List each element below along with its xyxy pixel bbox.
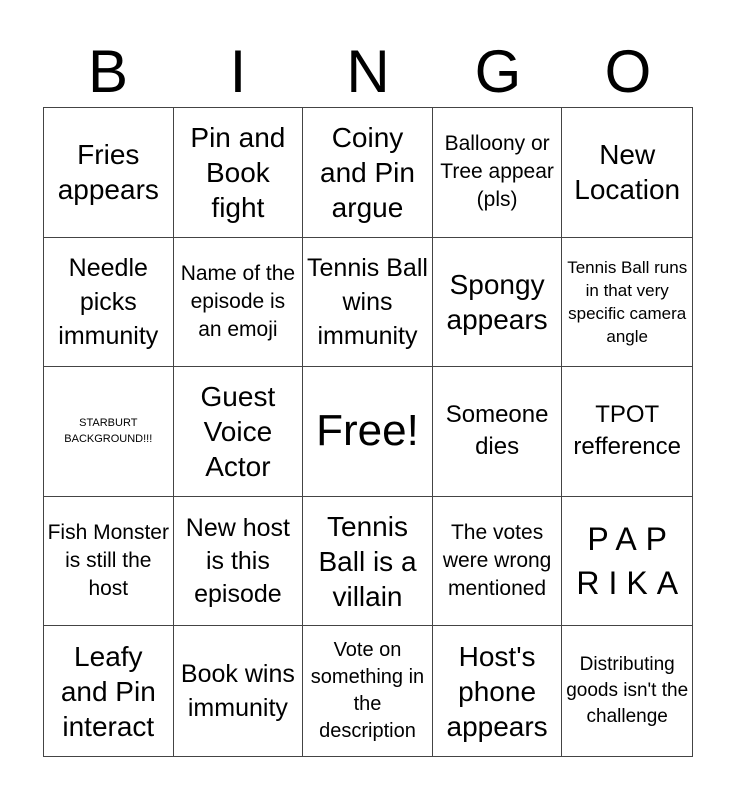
cell-label: Guest Voice Actor xyxy=(200,380,276,482)
bingo-cell[interactable] xyxy=(174,238,304,368)
cell-label: Name of the episode is an emoji xyxy=(180,261,296,341)
bingo-cell[interactable] xyxy=(44,626,174,756)
bingo-cell[interactable] xyxy=(174,108,304,238)
header-letter-n: N xyxy=(346,38,390,105)
bingo-cell-free[interactable] xyxy=(303,367,433,497)
cell-label: PAP RIKA xyxy=(576,521,688,602)
cell-label: Pin and Book fight xyxy=(190,121,286,223)
bingo-cell[interactable] xyxy=(562,626,692,756)
bingo-cell[interactable] xyxy=(303,626,433,756)
bingo-cell[interactable] xyxy=(433,367,563,497)
cell-label: New host is this episode xyxy=(185,513,290,608)
free-space-label: Free! xyxy=(316,406,419,456)
cell-label: Balloony or Tree appear (pls) xyxy=(440,132,554,212)
header-letter-b: B xyxy=(87,38,129,105)
bingo-cell[interactable] xyxy=(44,497,174,627)
bingo-cell[interactable] xyxy=(303,238,433,368)
cell-label: Vote on something in the description xyxy=(310,639,425,743)
bingo-cell[interactable] xyxy=(174,497,304,627)
cell-label: Tennis Ball runs in that very specific camera angle xyxy=(567,257,688,346)
bingo-cell[interactable] xyxy=(562,367,692,497)
bingo-cell[interactable] xyxy=(433,108,563,238)
cell-label: Fish Monster is still the host xyxy=(47,521,169,601)
bingo-cell[interactable] xyxy=(433,626,563,756)
bingo-cell[interactable] xyxy=(433,497,563,627)
bingo-cell[interactable] xyxy=(303,497,433,627)
cell-label: Needle picks immunity xyxy=(58,253,159,350)
bingo-cell[interactable] xyxy=(44,238,174,368)
cell-label: Spongy appears xyxy=(446,268,548,335)
cell-label: Tennis Ball is a villain xyxy=(318,510,417,612)
bingo-cell[interactable] xyxy=(562,238,692,368)
bingo-cell[interactable] xyxy=(174,367,304,497)
header-letter-g: G xyxy=(474,38,522,105)
bingo-cell[interactable] xyxy=(44,108,174,238)
bingo-cell[interactable] xyxy=(44,367,174,497)
cell-label: The votes were wrong mentioned xyxy=(442,521,552,601)
header-letter-o: O xyxy=(604,38,652,105)
cell-label: New Location xyxy=(574,139,681,206)
cell-label: Host's phone appears xyxy=(446,640,548,742)
cell-label: Coiny and Pin argue xyxy=(320,121,415,223)
bingo-cell[interactable] xyxy=(562,497,692,627)
cell-label: Fries appears xyxy=(57,139,159,206)
cell-label: TPOT refference xyxy=(573,401,681,461)
bingo-cell[interactable] xyxy=(562,108,692,238)
cell-label: Book wins immunity xyxy=(180,660,295,723)
bingo-header xyxy=(43,36,693,108)
cell-label: Leafy and Pin interact xyxy=(60,640,156,742)
bingo-cell[interactable] xyxy=(303,108,433,238)
bingo-cell[interactable] xyxy=(174,626,304,756)
cell-label: Someone dies xyxy=(445,401,549,461)
cell-label: Tennis Ball wins immunity xyxy=(307,253,428,350)
bingo-grid xyxy=(43,107,693,757)
bingo-cell[interactable] xyxy=(433,238,563,368)
header-letter-i: I xyxy=(229,38,247,105)
cell-label: Distributing goods isn't the challenge xyxy=(566,654,689,728)
cell-label: STARBURT BACKGROUND!!! xyxy=(64,417,153,446)
